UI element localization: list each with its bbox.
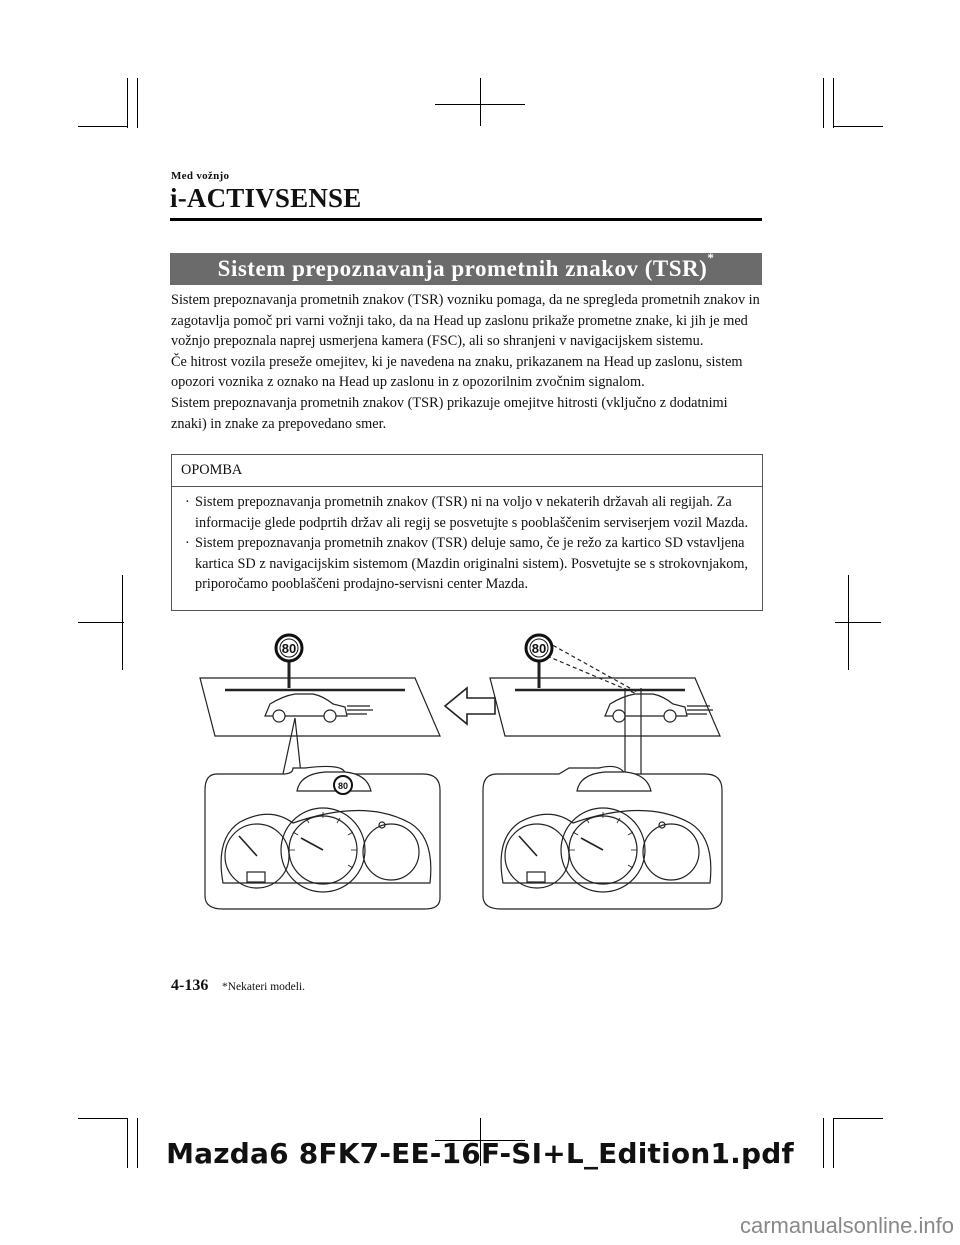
section-title: i-ACTIVSENSE	[170, 183, 362, 213]
speed-sign-value: 80	[281, 641, 297, 656]
note-item-text: Sistem prepoznavanja prometnih znakov (TSR) deluje samo, če je režo za kartico SD vstavljena kartica SD z navigacijskim sistemom (Mazdin originalni sistem). Posvetujte se s strokovnjakom, priporočamo pooblaščeni prodajno-servisni center Mazda.	[195, 535, 749, 593]
page-number: 4-136	[171, 977, 209, 994]
speed-sign-value: 80	[531, 641, 547, 656]
bullet-icon: ·	[185, 535, 190, 552]
footer-file-name: Mazda6 8FK7-EE-16F-SI+L_Edition1.pdf	[166, 1137, 794, 1170]
topic-banner	[170, 250, 762, 285]
banner-asterisk: *	[707, 250, 715, 265]
paragraph: Če hitrost vozila preseže omejitev, ki je navedena na znaku, prikazanem na Head up zaslonu, sistem opozori voznika z oznako na Head up zaslonu in z opozorilnim zvočnim signalom.	[171, 353, 743, 391]
note-item	[181, 492, 752, 533]
paragraph: Sistem prepoznavanja prometnih znakov (TSR) vozniku pomaga, da ne spregleda prometnih znakov in zagotavlja pomoč pri varni vožnji tako, da na Head up zaslonu prikaže prometne znake, ki jih je med vožnjo prepoznala naprej usmerjena kamera (FSC), ali so shranjeni v navigacijskem sistemu.	[171, 292, 760, 350]
footnote: *Nekateri modeli.	[222, 981, 306, 993]
note-list	[172, 487, 762, 595]
speed-sign-value: 80	[337, 781, 349, 791]
tsr-illustration	[195, 628, 755, 910]
body-text	[171, 290, 763, 434]
note-box	[171, 454, 763, 611]
note-item-text: Sistem prepoznavanja prometnih znakov (TSR) ni na voljo v nekaterih državah ali regijah. Za informacije glede podprtih držav ali regij se posvetujte s pooblaščenim serviserjem vozil Mazda.	[195, 494, 749, 531]
paragraph: Sistem prepoznavanja prometnih znakov (TSR) prikazuje omejitve hitrosti (vključno z dodatnimi znaki) in znake za prepovedano smer.	[171, 394, 728, 432]
watermark: carmanualsonline.info	[739, 1213, 954, 1238]
running-head: Med vožnjo	[171, 170, 230, 182]
hud-speed-sign	[334, 776, 352, 794]
speed-sign-right	[526, 635, 552, 661]
banner-title: Sistem prepoznavanja prometnih znakov (TSR)	[217, 256, 708, 281]
section-rule	[170, 218, 762, 221]
bullet-icon: ·	[185, 494, 190, 510]
note-item	[181, 533, 752, 595]
speed-sign-left	[276, 635, 302, 661]
note-heading: OPOMBA	[172, 455, 762, 487]
